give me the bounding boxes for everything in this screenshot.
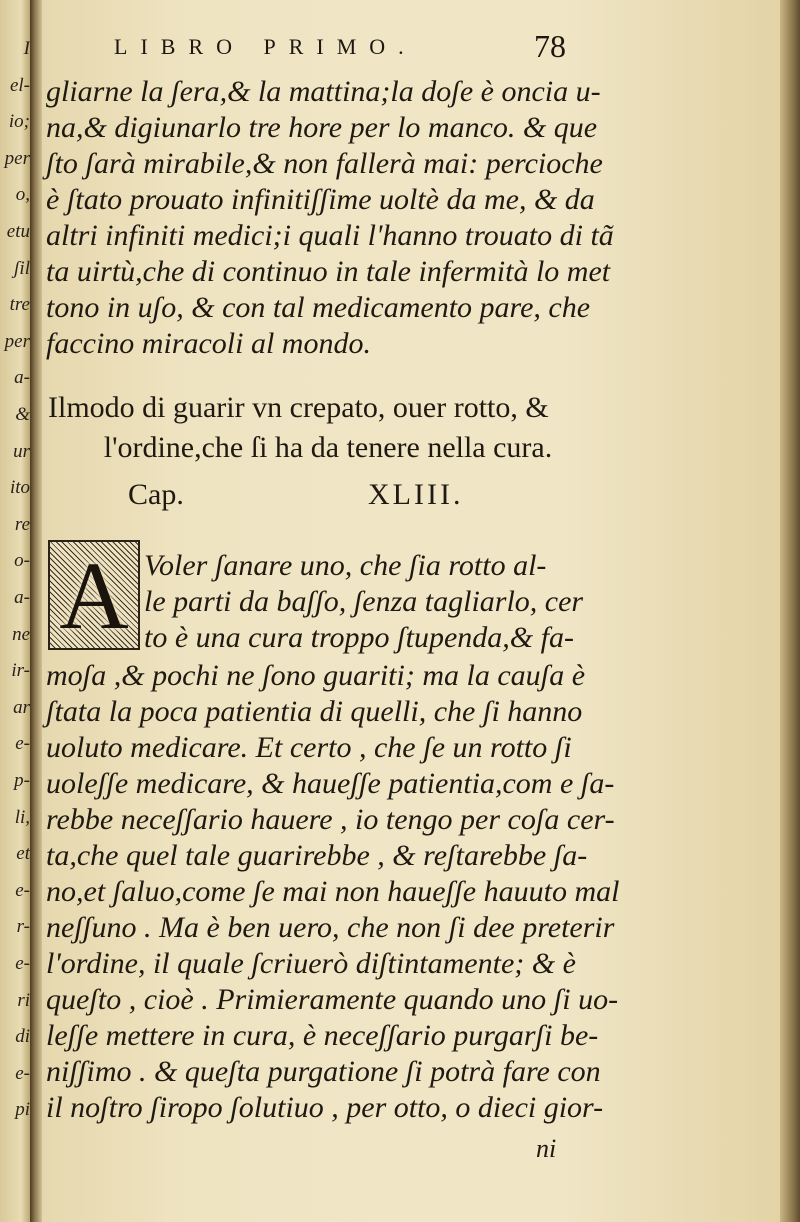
text-line: moʃa ,& pochi ne ʃono guariti; ma la cauʃa è	[46, 659, 586, 692]
text-line: niʃʃimo . & queʃta purgatione ʃi potrà fare con	[46, 1055, 601, 1088]
chapter-title-line: l'ordine,che ſi ha da tenere nella cura.	[103, 431, 553, 464]
margin-fragment: per	[4, 330, 30, 352]
margin-fragment: e-	[15, 879, 30, 901]
text-line: uoleʃʃe medicare, & haueʃʃe patientia,com e ʃa-	[46, 767, 615, 800]
text-line: ta,che quel tale guarirebbe , & reʃtarebbe ʃa-	[46, 839, 588, 872]
margin-fragment: ri	[17, 989, 30, 1011]
text-line: altri infiniti medici;i quali l'hanno trouato di tã	[46, 219, 614, 252]
margin-fragment: el-	[9, 74, 30, 96]
text-line: il noʃtro ʃiropo ʃolutiuo , per otto, o dieci gior-	[46, 1091, 604, 1124]
margin-fragment: io;	[8, 111, 30, 133]
page-number: 78	[534, 28, 566, 64]
margin-fragment: r-	[16, 916, 30, 938]
margin-fragment: p-	[14, 770, 30, 791]
text-line: gliarne la ʃera,& la mattina;la doʃe è oncia u-	[46, 75, 601, 108]
margin-fragment: di	[15, 1026, 30, 1048]
book-gutter	[30, 0, 42, 1222]
chapter-label: Cap.	[128, 478, 184, 511]
chapter-number: XLIII.	[368, 478, 464, 511]
margin-fragment: o-	[14, 550, 30, 572]
text-line: na,& digiunarlo tre hore per lo manco. & que	[46, 111, 598, 144]
margin-fragment: li,	[14, 806, 30, 828]
chapter-title-line: Ilmodo di guarir vn crepato, ouer rotto, &	[48, 391, 549, 424]
margin-fragment: &	[15, 404, 30, 425]
text-line: ʃtata la poca patientia di quelli, che ʃi hanno	[46, 695, 583, 728]
margin-fragment: e-	[15, 953, 30, 974]
margin-fragment: tre	[9, 294, 30, 316]
margin-fragment: ʃil	[13, 257, 30, 279]
margin-fragment: I	[23, 38, 30, 59]
text-line: rebbe neceʃʃario hauere , io tengo per coʃa cer-	[46, 803, 615, 836]
text-line: neʃʃuno . Ma è ben uero, che non ʃi dee preterir	[46, 911, 615, 944]
margin-fragment: e-	[15, 733, 30, 755]
facing-page-margin-text	[0, 0, 30, 1222]
margin-fragment: e-	[15, 1062, 30, 1084]
running-head: LIBRO PRIMO.	[114, 34, 417, 59]
margin-fragment: re	[14, 513, 30, 535]
text-line: ʃto ʃarà mirabile,& non fallerà mai: percioche	[46, 147, 603, 180]
text-line: leʃʃe mettere in cura, è neceʃʃario purgarʃi be-	[46, 1019, 599, 1052]
margin-fragment: ar	[13, 696, 30, 718]
text-line: faccino miracoli al mondo.	[46, 327, 371, 360]
text-line: uoluto medicare. Et certo , che ʃe un rotto ʃi	[46, 731, 572, 764]
text-line: to è una cura troppo ʃtupenda,& fa-	[144, 621, 574, 654]
margin-fragment: pi	[15, 1099, 30, 1121]
margin-fragment: et	[16, 843, 30, 865]
margin-fragment: a-	[14, 587, 30, 608]
text-line: no,et ʃaluo,come ʃe mai non haueʃʃe hauuto mal	[46, 875, 620, 908]
margin-fragment: ito	[9, 477, 30, 499]
text-line: ta uirtù,che di continuo in tale infermità lo met	[46, 255, 611, 288]
margin-fragment: o,	[15, 184, 30, 206]
margin-fragment: per	[4, 147, 30, 169]
text-line: le parti da baʃʃo, ʃenza tagliarlo, cer	[144, 585, 584, 618]
margin-fragment: a-	[14, 367, 30, 389]
margin-fragment: ne	[12, 623, 30, 645]
page-header	[72, 28, 592, 74]
text-line: è ʃtato prouato infinitiʃʃime uoltè da me, & da	[46, 183, 595, 216]
margin-fragment: ir-	[11, 660, 30, 682]
text-line: queʃto , cioè . Primieramente quando uno ʃi uo-	[46, 983, 619, 1016]
catchword: ni	[536, 1134, 557, 1163]
page-edge	[780, 0, 800, 1222]
initial-letter: A	[59, 542, 129, 649]
text-line: tono in uʃo, & con tal medicamento pare, che	[46, 291, 591, 324]
text-line: l'ordine, il quale ʃcriuerò diʃtintamente; & è	[46, 947, 576, 980]
decorated-initial	[48, 540, 140, 650]
text-line: Voler ʃanare uno, che ʃia rotto al-	[144, 549, 547, 582]
margin-fragment: etu	[6, 221, 30, 242]
margin-fragment: ur	[13, 440, 30, 462]
